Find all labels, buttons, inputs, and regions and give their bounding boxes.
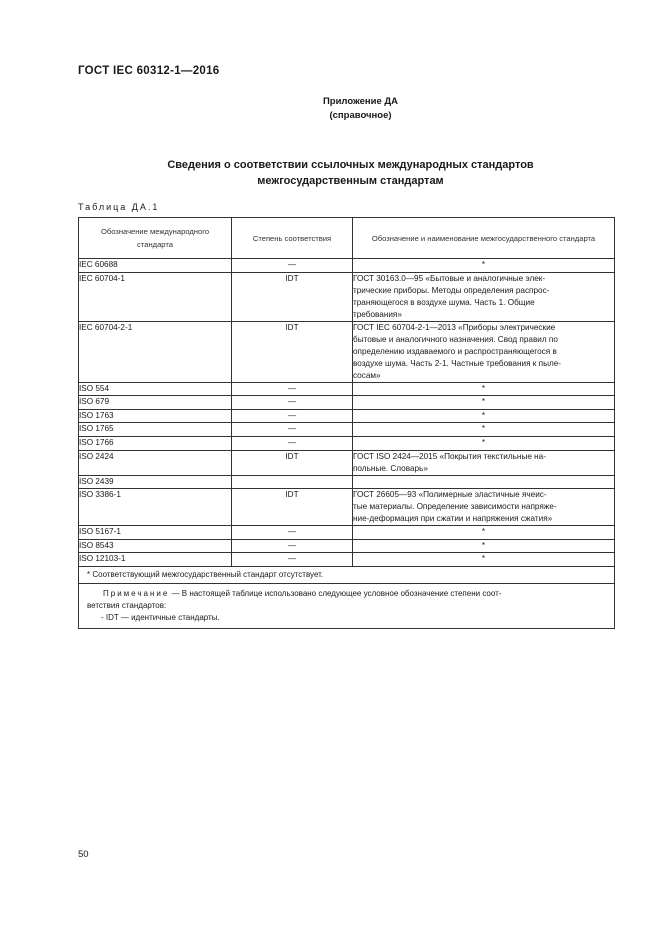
table-row [79,489,615,526]
international-standard-cell: IEC 60688 [79,259,232,273]
note-text-line-1: — В настоящей таблице использовано следующее условное обозначение степени соот- [169,588,502,598]
interstate-standard-line: ГОСТ 26605—93 «Полимерные эластичные ячеис- [353,490,547,500]
table-row [79,259,615,273]
interstate-standard-line: * [481,424,486,434]
interstate-standard-line: * [481,397,486,407]
interstate-standard-line: ГОСТ IEC 60704-2-1—2013 «Приборы электрические [353,322,556,332]
degree-cell: IDT [232,272,353,321]
note-cell [79,583,615,628]
interstate-standard-cell [353,423,615,437]
table-row [79,436,615,450]
degree-cell: — [232,396,353,410]
interstate-standard-line: польные. Словарь» [353,463,428,473]
note-row [79,583,615,628]
footnote-row [79,566,615,583]
note-text-line-2: ветствия стандартов: [87,600,167,610]
document-id: ГОСТ IEC 60312-1—2016 [78,65,220,77]
interstate-standard-line: * [481,260,486,269]
interstate-standard-cell [353,396,615,410]
table-caption: Таблица ДА.1 [78,202,160,212]
degree-cell: — [232,539,353,553]
interstate-standard-line: * [481,410,486,420]
interstate-standard-line: ние-деформация при сжатии и напряжения сжатия» [353,514,553,524]
international-standard-cell: ISO 1765 [79,423,232,437]
international-standard-cell: ISO 12103-1 [79,553,232,567]
interstate-standard-cell [353,436,615,450]
interstate-standard-cell [353,382,615,396]
standards-table [78,217,615,629]
degree-cell: — [232,409,353,423]
interstate-standard-cell [353,526,615,540]
page-number: 50 [78,849,89,860]
degree-cell: — [232,553,353,567]
interstate-standard-line: определению издаваемого и распространяющегося в [353,346,557,356]
interstate-standard-line: бытовые и аналогичного назначения. Свод правил по [353,334,558,344]
interstate-standard-cell [353,553,615,567]
international-standard-cell: ISO 1766 [79,436,232,450]
interstate-standard-cell [353,475,615,489]
table-row [79,272,615,321]
international-standard-cell: ISO 679 [79,396,232,410]
international-standard-cell: ISO 1763 [79,409,232,423]
interstate-standard-line: * [481,437,486,447]
footnote-text: * Соответствующий межгосударственный стандарт отсутствует. [79,566,615,583]
table-row [79,321,615,382]
degree-cell: — [232,259,353,273]
interstate-standard-line: * [481,527,486,537]
interstate-standard-line: ГОСТ 30163.0—95 «Бытовые и аналогичные элек- [353,273,546,283]
degree-cell [232,475,353,489]
interstate-standard-cell [353,450,615,475]
section-heading-line-1: Сведения о соответствии ссылочных международных стандартов [167,159,534,171]
interstate-standard-line: воздухе шума. Часть 2-1. Частные требования к пыле- [353,358,562,368]
interstate-standard-cell [353,321,615,382]
table-row [79,553,615,567]
interstate-standard-cell [353,259,615,273]
degree-cell: — [232,526,353,540]
interstate-standard-line: траняющегося в воздухе шума. Часть 1. Общие [353,297,535,307]
interstate-standard-cell [353,272,615,321]
interstate-standard-cell [353,539,615,553]
note-label: Примечание [103,588,170,598]
table-row [79,396,615,410]
annex-title: Приложение ДА [322,96,399,107]
interstate-standard-cell [353,409,615,423]
international-standard-cell: IEC 60704-1 [79,272,232,321]
interstate-standard-cell [353,489,615,526]
table-row [79,450,615,475]
international-standard-cell: ISO 554 [79,382,232,396]
column-header-international: Обозначение международного стандарта [79,218,232,259]
degree-cell: IDT [232,489,353,526]
section-heading-line-2: межгосударственным стандартам [257,175,444,187]
degree-cell: — [232,382,353,396]
interstate-standard-line: * [481,540,486,550]
international-standard-cell: ISO 2424 [79,450,232,475]
column-header-degree: Степень соответствия [232,218,353,259]
interstate-standard-line: * [481,554,486,564]
table-row [79,475,615,489]
international-standard-cell: ISO 5167-1 [79,526,232,540]
column-header-interstate: Обозначение и наименование межгосударственного стандарта [353,218,615,259]
table-row [79,423,615,437]
interstate-standard-line: тые материалы. Определение зависимости напряже- [353,502,557,512]
table-row [79,382,615,396]
international-standard-cell: IEC 60704-2-1 [79,321,232,382]
table-header-row [79,218,615,259]
international-standard-cell: ISO 3386-1 [79,489,232,526]
interstate-standard-line: сосам» [353,370,381,380]
degree-cell: IDT [232,321,353,382]
degree-cell: IDT [232,450,353,475]
degree-cell: — [232,436,353,450]
table-row [79,526,615,540]
international-standard-cell: ISO 8543 [79,539,232,553]
degree-cell: — [232,423,353,437]
interstate-standard-line: трические приборы. Методы определения распрос- [353,285,550,295]
interstate-standard-line: * [481,383,486,393]
interstate-standard-line: требования» [353,309,402,319]
international-standard-cell: ISO 2439 [79,475,232,489]
table-row [79,539,615,553]
note-text-line-3: - IDT — идентичные стандарты. [101,612,220,622]
annex-subtitle: (справочное) [329,110,392,121]
interstate-standard-line: ГОСТ ISO 2424—2015 «Покрытия текстильные на- [353,451,546,461]
table-row [79,409,615,423]
